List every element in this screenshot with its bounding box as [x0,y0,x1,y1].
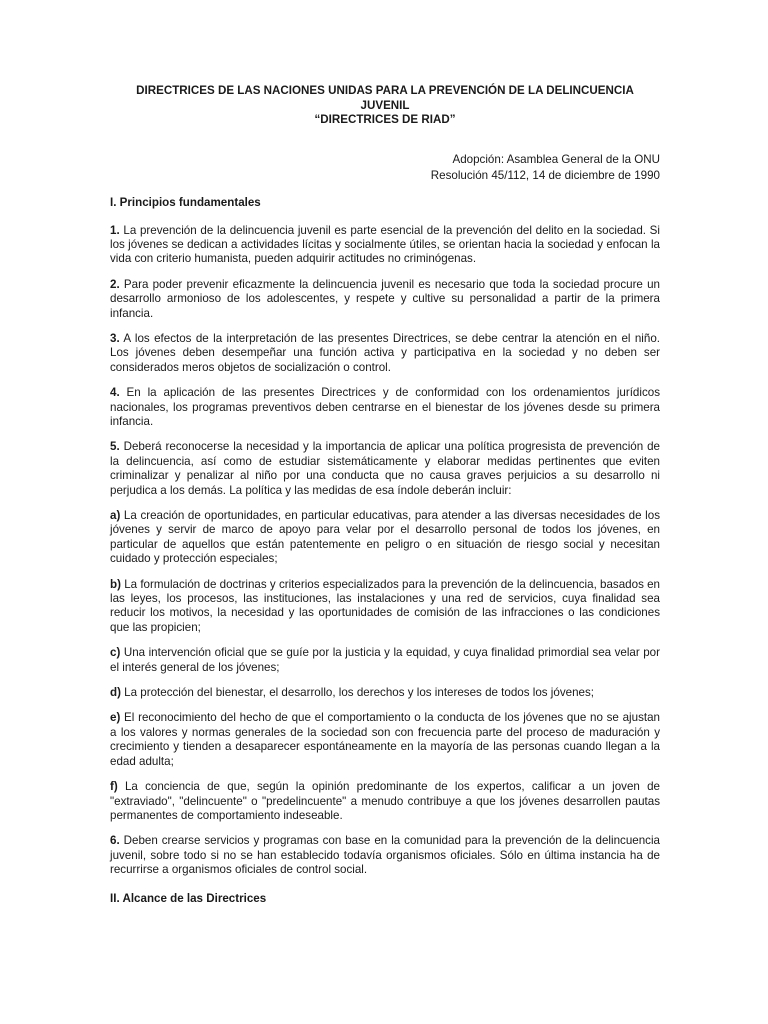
paragraph-b [110,578,660,636]
paragraph-c [110,646,660,675]
paragraph-label: 1. [110,223,120,237]
paragraph-text: La conciencia de que, según la opinión predominante de los expertos, calificar a un joven de "extraviado", "delincuente" o "predelincuente" a menudo contribuye a que los jóvenes desarrollen pautas permanentes de comportamiento indeseable. [110,780,660,822]
section-heading-1: I. Principios fundamentales [110,195,261,209]
paragraph-label: f) [110,780,118,794]
title-line-2: JUVENIL [360,98,410,112]
paragraph-text: La formulación de doctrinas y criterios especializados para la prevención de la delincuencia, basados en las leyes, los procesos, las instituciones, las instalaciones y una red de servicios, cuya finalidad sea reducir los motivos, la necesidad y las oportunidades de comisión de las infracciones o las condiciones que las propicien; [110,577,660,634]
paragraph-6 [110,834,660,877]
paragraph-text: La creación de oportunidades, en particular educativas, para atender a las diversas necesidades de los jóvenes y servir de marco de apoyo para velar por el desarrollo personal de todos los jóvenes, en particular de aquellos que están patentemente en peligro o en situación de riesgo social y necesitan cuidado y protección especiales; [110,509,660,566]
paragraph-label: d) [110,686,121,700]
paragraph-a [110,509,660,567]
paragraph-label: c) [110,646,121,660]
paragraph-label: a) [110,509,121,522]
paragraph-text: El reconocimiento del hecho de que el comportamiento o la conducta de los jóvenes que no se ajustan a los valores y normas generales de la sociedad son con frecuencia parte del proceso de maduración y crecimiento y tienden a desaparecer espontáneamente en la mayoría de las personas cuando llegan a la edad adulta; [110,711,660,768]
paragraph-text: Deberá reconocerse la necesidad y la importancia de aplicar una política progresista de prevención de la delincuencia, así como de estudiar sistemáticamente y elaborar medidas pertinentes que eviten criminalizar y penalizar al niño por una conducta que no causa graves perjuicios a su desarrollo ni perjudica a los demás. La política y las medidas de esa índole deberán incluir: [110,440,660,497]
paragraph-text: La prevención de la delincuencia juvenil es parte esencial de la prevención del delito en la sociedad. Si los jóvenes se dedican a actividades lícitas y socialmente útiles, se orientan hacia la sociedad y enfocan la vida con criterio humanista, pueden adquirir actitudes no criminógenas. [110,223,660,266]
paragraph-2 [110,278,660,321]
paragraph-d [110,686,660,700]
paragraph-label: 4. [110,386,120,400]
paragraph-text: A los efectos de la interpretación de las presentes Directrices, se debe centrar la atención en el niño. Los jóvenes deben desempeñar una función activa y participativa en la sociedad y no deben ser considerados meros objetos de socialización o control. [110,331,660,374]
paragraph-text: En la aplicación de las presentes Directrices y de conformidad con los ordenamientos jurídicos nacionales, los programas preventivos deben centrarse en el bienestar de los jóvenes desde su primera infancia. [110,386,660,428]
title-line-1: DIRECTRICES DE LAS NACIONES UNIDAS PARA LA PREVENCIÓN DE LA DELINCUENCIA [136,84,634,97]
paragraph-label: 5. [110,440,120,454]
paragraph-text: La protección del bienestar, el desarrollo, los derechos y los intereses de todos los jóvenes; [120,686,594,700]
section-heading-2: II. Alcance de las Directrices [110,891,267,905]
paragraph-text: Una intervención oficial que se guíe por la justicia y la equidad, y cuya finalidad primordial sea velar por el interés general de los jóvenes; [110,646,660,674]
paragraph-4 [110,386,660,429]
paragraph-label: b) [110,577,121,591]
paragraph-label: 6. [110,834,120,848]
resolution-line: Resolución 45/112, 14 de diciembre de 1990 [430,169,660,182]
paragraph-text: Deben crearse servicios y programas con base en la comunidad para la prevención de la delincuencia juvenil, sobre todo si no se han establecido todavía organismos oficiales. Sólo en última instancia ha de recurrirse a organismos oficiales de control social. [110,834,660,877]
adoption-info [110,152,660,185]
paragraph-3 [110,332,660,375]
paragraph-e [110,711,660,769]
adoption-line: Adopción: Asamblea General de la ONU [452,152,660,166]
paragraph-text: Para poder prevenir eficazmente la delincuencia juvenil es necesario que toda la sociedad procure un desarrollo armonioso de los adolescentes, y respete y cultive su personalidad a partir de la primera infancia. [110,277,660,320]
paragraph-1 [110,224,660,267]
document-title [110,84,660,128]
paragraph-label: 2. [110,277,120,291]
paragraph-label: e) [110,711,121,725]
paragraph-label: 3. [110,331,120,345]
paragraph-f [110,780,660,823]
paragraph-5 [110,440,660,498]
title-line-3: “DIRECTRICES DE RIAD” [314,113,456,126]
